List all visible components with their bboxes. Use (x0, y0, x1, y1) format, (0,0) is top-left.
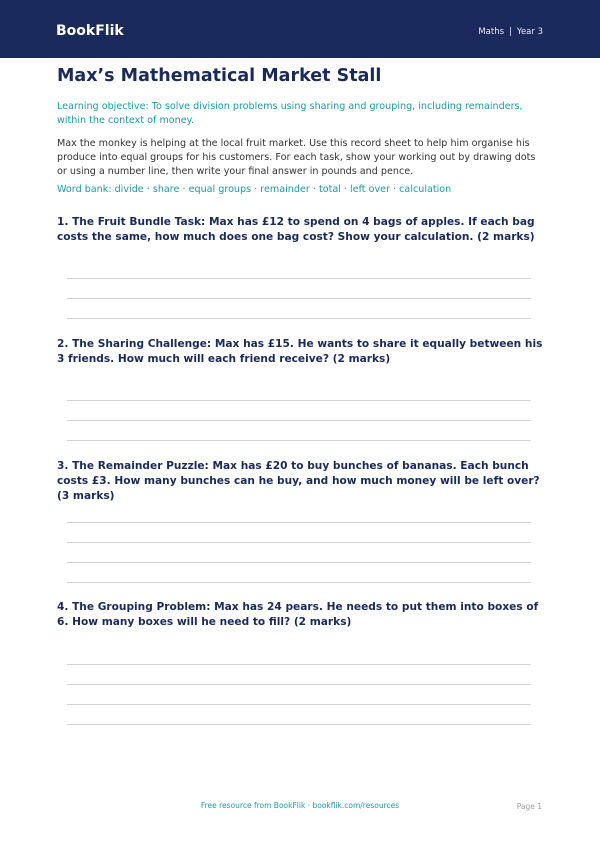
answer-line[interactable] (67, 724, 531, 725)
brand-logo[interactable]: BookFlik (56, 23, 124, 39)
answer-line[interactable] (67, 664, 531, 665)
question-1: 1. The Fruit Bundle Task: Max has £12 to spend on 4 bags of apples. If each bag costs the same, how much does one bag cost? Show your calculation. (2 marks) (57, 216, 535, 243)
question-4: 4. The Grouping Problem: Max has 24 pears. He needs to put them into boxes of 6. How many boxes will he need to fill? (2 marks) (57, 601, 539, 628)
question-3: 3. The Remainder Puzzle: Max has £20 to buy bunches of bananas. Each bunch costs £3. How many bunches can he buy, and how much money will be left over? (3 marks) (57, 460, 540, 502)
word-bank: Word bank: divide · share · equal groups · remainder · total · left over · calculation (57, 184, 452, 195)
intro-text: Max the monkey is helping at the local fruit market. Use this record sheet to help him organise his produce into equal groups for his customers. For each task, show your working out by drawing dots or using a number line, then write your final answer in pounds and pence. (57, 138, 536, 177)
answer-line[interactable] (67, 420, 531, 421)
header-meta (478, 27, 543, 37)
answer-line[interactable] (67, 318, 531, 319)
answer-line[interactable] (67, 400, 531, 401)
answer-line[interactable] (67, 704, 531, 705)
answer-line[interactable] (67, 278, 531, 279)
answer-line[interactable] (67, 542, 531, 543)
header-separator: | (509, 27, 512, 37)
answer-line[interactable] (67, 522, 531, 523)
question-2: 2. The Sharing Challenge: Max has £15. He wants to share it equally between his 3 friends. How much will each friend receive? (2 marks) (57, 338, 543, 365)
header-bar (0, 0, 600, 58)
answer-line[interactable] (67, 684, 531, 685)
year-label: Year 3 (516, 27, 543, 37)
subject-label: Maths (478, 27, 505, 37)
answer-line[interactable] (67, 562, 531, 563)
footer-text[interactable]: Free resource from BookFlik · bookflik.com/resources (200, 801, 400, 810)
answer-line[interactable] (67, 298, 531, 299)
page-number: Page 1 (516, 802, 542, 811)
learning-objective: Learning objective: To solve division problems using sharing and grouping, including remainders, within the context of money. (57, 101, 523, 126)
answer-line[interactable] (67, 582, 531, 583)
answer-line[interactable] (67, 440, 531, 441)
page-title: Max’s Mathematical Market Stall (57, 66, 382, 86)
